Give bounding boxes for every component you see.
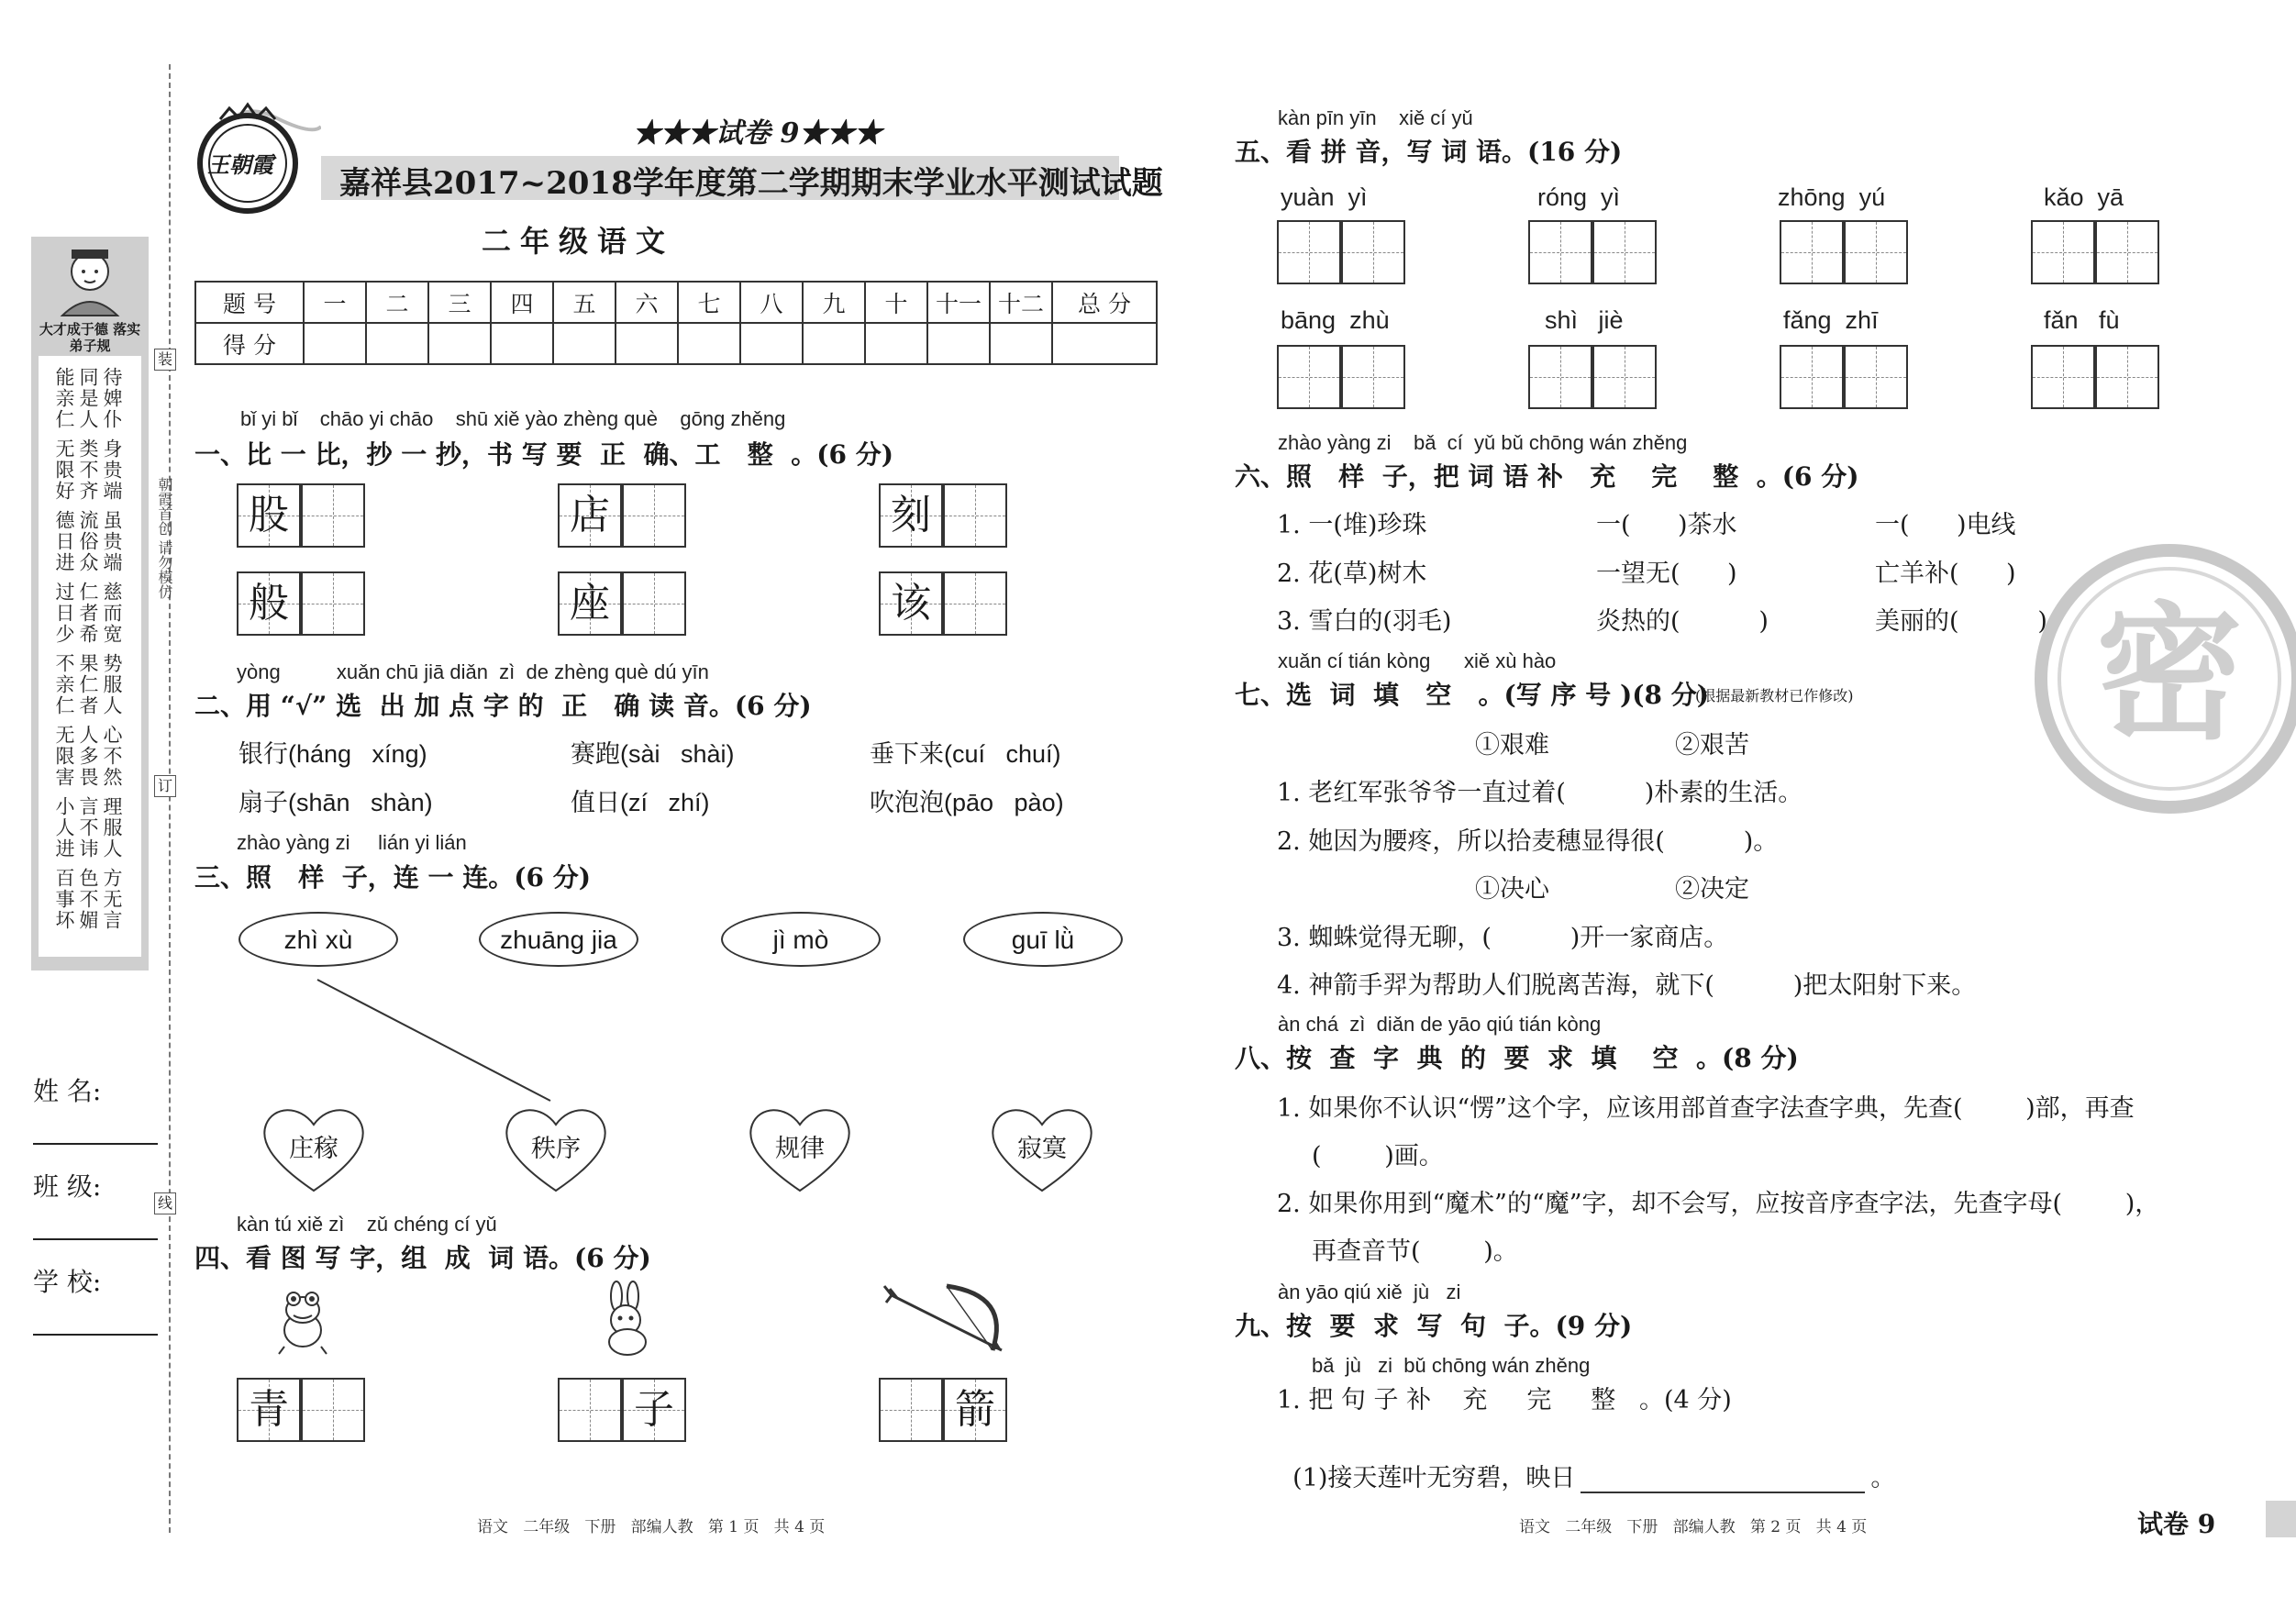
q5-answer-grid[interactable] [1528,220,1592,284]
q7-title: 七、选 词 填 空 。(写 序 号 )(8 分) [1235,680,1709,710]
q4-char: 子 [634,1386,674,1433]
q4-title: 四、看 图 写 字，组 成 词 语。(6 分) [194,1243,651,1273]
sidebar-motto-column: 小人进 [53,796,75,859]
q1-char: 般 [249,580,289,627]
sidebar-motto-column: 类不齐 [77,438,99,502]
q5-word-pinyin: róng yì [1537,183,1621,211]
q1-title: 一、比 一 比，抄 一 抄，书 写 要 正 确、工 整 。(6 分) [194,439,893,470]
bow-arrow-icon [882,1277,1011,1364]
q3-title: 三、照 样 子，连 一 连。(6 分) [194,862,591,893]
q3-pinyin-oval[interactable]: zhuāng jia [479,912,638,967]
footer-right: 语文 二年级 下册 部编人教 第 2 页 共 4 页 [1519,1518,1868,1536]
q7-option: ①艰难 [1475,731,1549,760]
q4-char-grid [237,1378,301,1442]
q2-options: (háng xíng) [288,740,427,768]
q1-char: 座 [570,580,610,627]
q2-pinyin: yòng xuǎn chū jiā diǎn zì de zhèng què dú yīn [237,660,709,683]
sidebar-motto-column: 无限好 [53,438,75,502]
q5-answer-grid[interactable] [1528,345,1592,409]
q1-char-grid [879,571,943,636]
binding-char-3: 线 [154,1192,176,1214]
q2-word: 银行 [238,740,288,769]
sidebar-motto-column: 势服人 [101,653,123,716]
q2-options: (shān shàn) [288,789,433,816]
sidebar-motto-column: 过日少 [53,582,75,645]
sidebar-motto-column: 虽贵端 [101,510,123,573]
binding-char-2: 订 [154,775,176,797]
sidebar-motto-column: 能亲仁 [53,367,75,430]
sidebar-motto-column: 方无言 [101,868,123,931]
score-cell: 得 分 [195,323,304,364]
q1-char: 股 [249,492,289,538]
score-cell: 八 [740,282,803,323]
footer-tag: 试卷 9 [2137,1509,2216,1539]
q3-heart[interactable] [501,1103,611,1194]
sidebar-motto-column: 德日进 [53,510,75,573]
binding-char-1: 装 [154,349,176,371]
logo-text: 王朝霞 [207,151,273,178]
q9-sentence-text: (1)接天莲叶无穷碧，映日 [1292,1464,1576,1492]
exam-subject: 二年级语文 [481,224,674,259]
q1-pinyin: bǐ yi bǐ chāo yi chāo shū xiě yào zhèng què gōng zhěng [240,407,786,430]
q5-answer-grid[interactable] [1277,220,1341,284]
q5-word-pinyin: yuàn yì [1281,183,1368,211]
q5-word-pinyin: bāng zhù [1281,306,1390,334]
q9-sub-pinyin: bǎ jù zi bǔ chōng wán zhěng [1312,1354,1591,1377]
q8-pinyin: àn chá zì diǎn de yāo qiú tián kòng [1278,1013,1602,1036]
score-cell: 六 [616,282,678,323]
q2-word: 赛跑 [571,740,620,769]
sidebar-motto-column: 身贵端 [101,438,123,502]
q1-char-grid [237,571,301,636]
q6-item: 1. 一(堆)珍珠 [1277,511,1427,539]
q9-title: 九、按 要 求 写 句 子。(9 分) [1235,1311,1633,1341]
q6-item[interactable]: 一( )茶水 [1596,511,1737,539]
q5-answer-grid[interactable] [1844,345,1908,409]
q2-options: (zí zhí) [620,789,710,816]
q3-heart[interactable] [259,1103,369,1194]
q7-sentence[interactable]: 1. 老红军张爷爷一直过着( )朴素的生活。 [1277,779,1803,807]
sidebar-motto-column: 不亲仁 [53,653,75,716]
q6-title: 六、照 样 子，把 词 语 补 充 完 整 。(6 分) [1235,461,1859,492]
q2-word: 扇子 [238,789,288,817]
q7-sentence[interactable]: 4. 神箭手羿为帮助人们脱离苦海，就下( )把太阳射下来。 [1277,971,1977,1000]
q2-options: (pāo pào) [944,789,1064,816]
q5-answer-grid[interactable] [1341,220,1405,284]
q1-char-grid [237,483,301,548]
q1-char-grid [558,571,622,636]
sidebar-motto-column: 言不讳 [77,796,99,859]
score-cell: 七 [678,282,740,323]
q2-word: 垂下来 [870,740,944,769]
q4-char: 箭 [955,1386,995,1433]
q5-word-pinyin: kǎo yā [2044,183,2124,211]
q6-item[interactable]: 一望无( ) [1596,560,1737,588]
q8-sentence[interactable]: 2. 如果你用到“魔术”的“魔”字，却不会写，应按音序查字法，先查字母( )， [1277,1190,2160,1218]
frog-icon [275,1284,330,1358]
q4-answer-grid[interactable] [301,1378,365,1442]
q5-word-pinyin: fǎn fù [2044,306,2120,334]
q3-pinyin-oval[interactable]: jì mò [721,912,881,967]
q5-answer-grid[interactable] [1844,220,1908,284]
sidebar-motto-column: 人多畏 [77,725,99,788]
sidebar-motto-top: 大才成于德 落实弟子规 [39,321,141,354]
q1-char-grid [879,483,943,548]
q6-item[interactable]: 一( )电线 [1875,511,2016,539]
q2-options: (cuí chuí) [944,740,1061,768]
q4-pinyin: kàn tú xiě zì zǔ chéng cí yǔ [237,1213,497,1236]
q9-sentence [1277,1429,1895,1493]
q5-answer-grid[interactable] [1277,345,1341,409]
q8-title: 八、按 查 字 典 的 要 求 填 空 。(8 分) [1235,1043,1799,1073]
q2-word: 吹泡泡 [870,789,944,817]
score-cell: 十二 [990,282,1052,323]
class-field[interactable] [33,1238,158,1240]
q9-sub-title: 1. 把 句 子 补 充 完 整 。(4 分) [1277,1386,1732,1414]
q7-option: ①决心 [1475,875,1549,904]
q4-char-grid [943,1378,1007,1442]
score-cell: 四 [491,282,553,323]
q9-answer-blank[interactable] [1581,1469,1865,1493]
q4-answer-grid[interactable] [558,1378,622,1442]
q9-sentence-end: 。 [1870,1464,1896,1492]
sidebar-motto-column: 心不然 [101,725,123,788]
q6-item[interactable]: 亡羊补( ) [1875,560,2016,588]
q5-answer-grid[interactable] [1592,220,1657,284]
q5-word-pinyin: fǎng zhī [1783,306,1879,334]
sidebar-motto-column: 理服人 [101,796,123,859]
q9-pinyin: àn yāo qiú xiě jù zi [1278,1281,1461,1303]
q3-pinyin-oval[interactable]: guī lǜ [963,912,1123,967]
q8-sentence[interactable]: 1. 如果你不认识“愣”这个字，应该用部首查字法查字典，先查( )部，再查 [1277,1094,2135,1123]
score-cell: 九 [803,282,865,323]
class-label: 班 级: [33,1171,102,1202]
q4-answer-grid[interactable] [879,1378,943,1442]
binding-note: 朝霞首创 请勿模仿 [156,477,173,600]
sidebar-motto-column: 流俗众 [77,510,99,573]
q7-option: ②艰苦 [1675,731,1749,760]
q5-title: 五、看 拼 音，写 词 语。(16 分) [1235,137,1623,167]
score-cell: 二 [366,282,428,323]
q1-char: 刻 [891,492,931,538]
sidebar-motto-column: 待婢仆 [101,367,123,430]
school-field[interactable] [33,1334,158,1336]
q2-title: 二、用 “√” 选 出 加 点 字 的 正 确 读 音。(6 分) [194,691,812,721]
q5-answer-grid[interactable] [2095,220,2159,284]
seal-char: 密 [2095,588,2244,760]
q3-heart-word: 秩序 [531,1135,581,1163]
q5-answer-grid[interactable] [1780,345,1844,409]
q2-word: 值日 [571,789,620,817]
footer-left: 语文 二年级 下册 部编人教 第 1 页 共 4 页 [477,1518,826,1536]
q3-pinyin: zhào yàng zi lián yi lián [237,831,467,854]
q3-heart-word: 寂寞 [1017,1135,1067,1163]
name-label: 姓 名: [33,1076,102,1106]
q4-char-grid [622,1378,686,1442]
q1-char: 店 [570,492,610,538]
sidebar-motto-column: 仁者希 [77,582,99,645]
q5-answer-grid[interactable] [2031,345,2095,409]
q7-option: ②决定 [1675,875,1749,904]
q5-answer-grid[interactable] [1780,220,1844,284]
q8-sentence[interactable]: 再查音节( )。 [1312,1237,1518,1266]
q6-item: 3. 雪白的(羽毛) [1277,607,1452,636]
test-number: ★★★试卷 9★★★ [633,117,882,150]
score-cell: 十一 [927,282,990,323]
exam-title: 嘉祥县2017~2018学年度第二学期期末学业水平测试试题 [339,165,1163,202]
q5-answer-grid[interactable] [1341,345,1405,409]
q5-word-pinyin: shì jiè [1545,306,1624,334]
q3-heart-word: 规律 [775,1135,825,1163]
score-cell: 十 [865,282,927,323]
footer-tag-bar [2266,1501,2296,1537]
sidebar-motto-column: 慈而宽 [101,582,123,645]
rabbit-icon [589,1280,662,1358]
q5-word-pinyin: zhōng yú [1778,183,1886,211]
q5-answer-grid[interactable] [2095,345,2159,409]
sidebar-motto-column: 百事坏 [53,868,75,931]
q3-heart-word: 庄稼 [289,1135,338,1163]
q2-options: (sài shài) [620,740,735,768]
q1-char-grid [558,483,622,548]
q5-answer-grid[interactable] [1592,345,1657,409]
q7-note: (根据最新教材已作修改) [1695,687,1854,704]
q8-sentence[interactable]: ( )画。 [1312,1142,1444,1170]
score-cell: 总 分 [1052,282,1157,323]
sidebar-motto-column: 色不媚 [77,868,99,931]
q1-char: 该 [891,580,931,627]
q3-heart[interactable] [745,1103,855,1194]
sidebar-motto-column: 无限害 [53,725,75,788]
q6-item[interactable]: 美丽的( ) [1875,607,2047,636]
q4-char: 青 [249,1386,289,1433]
sidebar-motto-column: 同是人 [77,367,99,430]
q7-sentence[interactable]: 3. 蜘蛛觉得无聊，( )开一家商店。 [1277,924,1729,952]
q7-sentence[interactable]: 2. 她因为腰疼，所以拾麦穗显得很( )。 [1277,827,1779,856]
q3-heart[interactable] [987,1103,1097,1194]
score-cell: 五 [553,282,616,323]
q6-item: 2. 花(草)树木 [1277,560,1427,588]
school-label: 学 校: [33,1267,102,1297]
q3-pinyin-oval[interactable]: zhì xù [238,912,398,967]
score-cell: 三 [428,282,491,323]
q5-answer-grid[interactable] [2031,220,2095,284]
q7-pinyin: xuǎn cí tián kòng xiě xù hào [1278,649,1557,672]
sidebar-motto-column: 果仁者 [77,653,99,716]
confidential-seal-icon [2032,541,2296,816]
score-cell: 一 [304,282,366,323]
q6-pinyin: zhào yàng zi bǎ cí yǔ bǔ chōng wán zhěng [1278,431,1688,454]
score-cell: 题 号 [195,282,304,323]
q6-item[interactable]: 炎热的( ) [1596,607,1769,636]
q5-pinyin: kàn pīn yīn xiě cí yǔ [1278,106,1473,129]
